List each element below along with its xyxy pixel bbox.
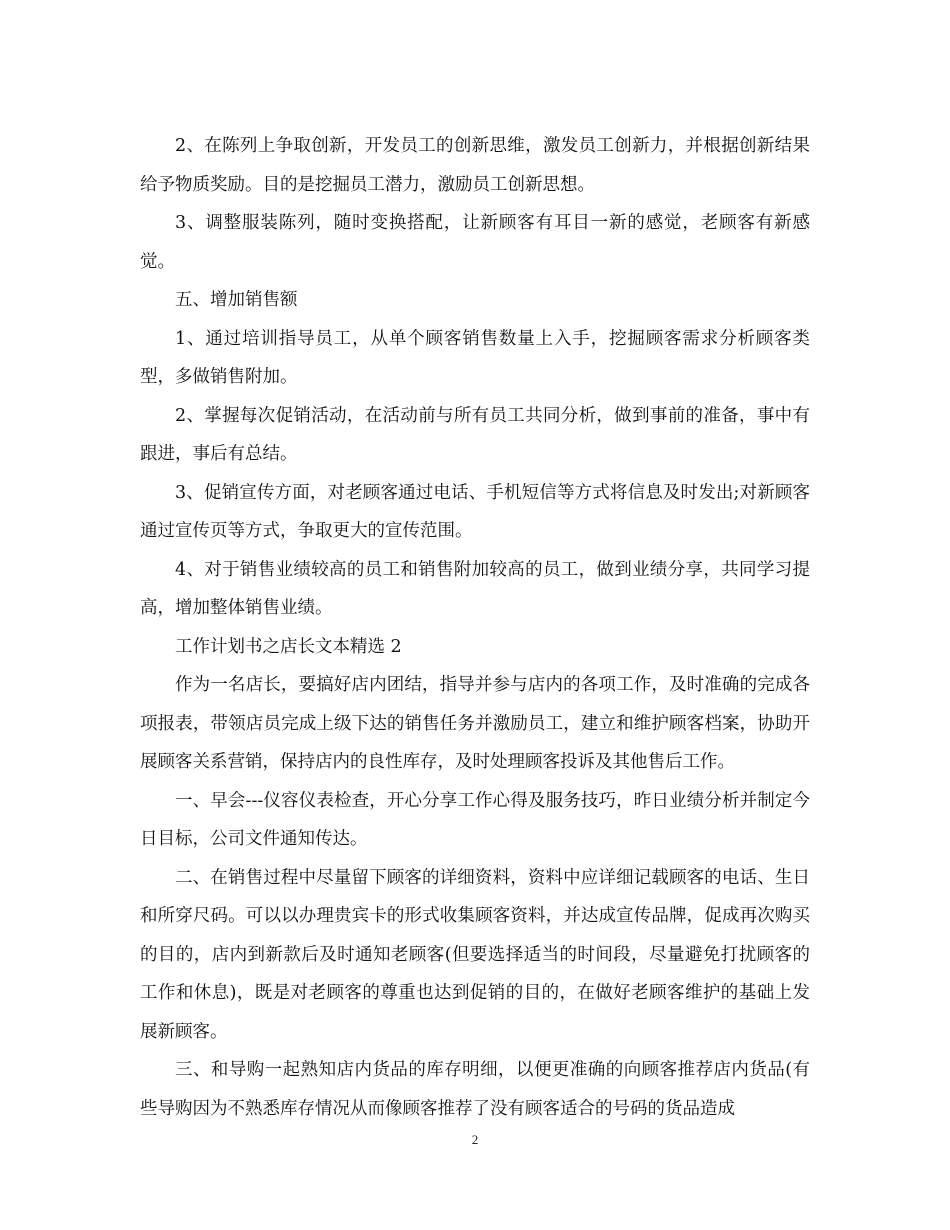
paragraph-inventory-knowledge: 三、和导购一起熟知店内货品的库存明细，以便更准确的向顾客推荐店内货品(有些导购因为不熟悉库存情况从而像顾客推荐了没有顾客适合的号码的货品造成 — [140, 1060, 810, 1119]
paragraph-morning-meeting: 一、早会---仪容仪表检查，开心分享工作心得及服务技巧，昨日业绩分析并制定今日目标，公司文件通知传达。 — [140, 790, 810, 849]
document-body — [140, 127, 810, 1128]
paragraph-adjust-display: 3、调整服装陈列，随时变换搭配，让新顾客有耳目一新的感觉，老顾客有新感觉。 — [140, 213, 810, 272]
paragraph-promotion-publicity: 3、促销宣传方面，对老顾客通过电话、手机短信等方式将信息及时发出;对新顾客通过宣传页等方式，争取更大的宣传范围。 — [140, 482, 810, 541]
page-number: 2 — [471, 1132, 479, 1147]
paragraph-training-staff: 1、通过培训指导员工，从单个顾客销售数量上入手，挖掘顾客需求分析顾客类型，多做销售附加。 — [140, 328, 810, 387]
paragraph-customer-records: 二、在销售过程中尽量留下顾客的详细资料，资料中应详细记载顾客的电话、生日和所穿尺码。可以以办理贵宾卡的形式收集顾客资料，并达成宣传品牌，促成再次购买的目的，店内到新款后及时通知老顾客(但要选择适当的时间段，尽量避免打扰顾客的工作和休息)，既是对老顾客的尊重也达到促销的目的，在做好老顾客维护的基础上发展新顾客。 — [140, 867, 810, 1042]
section-heading-increase-sales: 五、增加销售额 — [175, 290, 298, 310]
paragraph-display-innovation: 2、在陈列上争取创新，开发员工的创新思维，激发员工创新力，并根据创新结果给予物质奖励。目的是挖掘员工潜力，激励员工创新思想。 — [140, 136, 810, 195]
paragraph-manager-duties: 作为一名店长，要搞好店内团结，指导并参与店内的各项工作，及时准确的完成各项报表，带领店员完成上级下达的销售任务并激励员工，建立和维护顾客档案，协助开展顾客关系营销，保持店内的良性库存，及时处理顾客投诉及其他售后工作。 — [140, 675, 810, 772]
paragraph-performance-sharing: 4、对于销售业绩较高的员工和销售附加较高的员工，做到业绩分享，共同学习提高，增加整体销售业绩。 — [140, 559, 810, 618]
section-title-manager-text-2: 工作计划书之店长文本精选 2 — [175, 636, 402, 657]
paragraph-promotion-activities: 2、掌握每次促销活动，在活动前与所有员工共同分析，做到事前的准备，事中有跟进，事后有总结。 — [140, 405, 810, 464]
